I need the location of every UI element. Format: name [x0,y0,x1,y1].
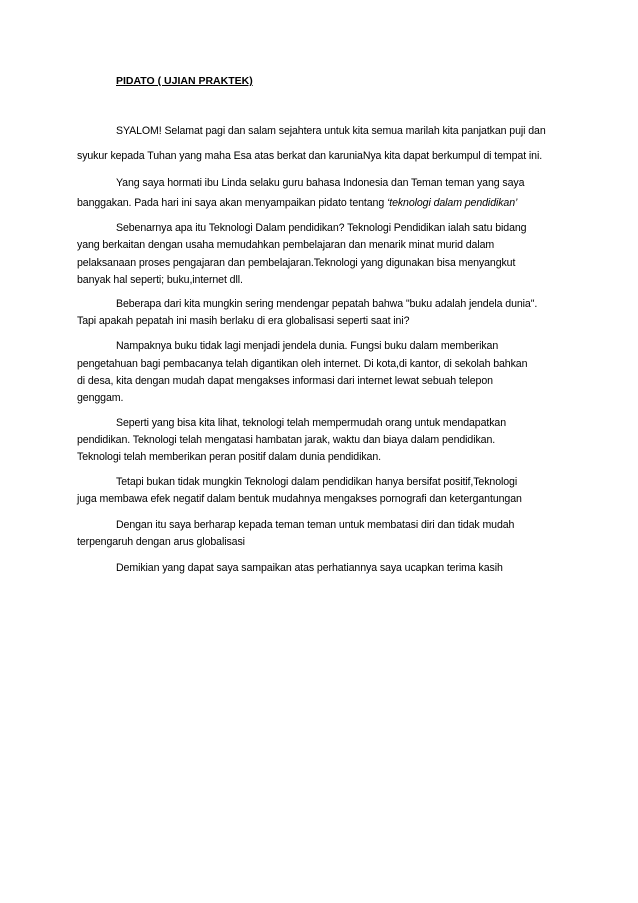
paragraph-6-line-1: Seperti yang bisa kita lihat, teknologi telah mempermudah orang untuk mendapatkan [116,417,506,429]
paragraph-1-line-2: syukur kepada Tuhan yang maha Esa atas berkat dan karuniaNya kita dapat berkumpul di tempat ini. [77,150,543,162]
paragraph-7-line-2: juga membawa efek negatif dalam bentuk mudahnya mengakses pornografi dan ketergantungan [77,493,522,505]
paragraph-8-line-1: Dengan itu saya berharap kepada teman teman untuk membatasi diri dan tidak mudah [116,519,515,531]
paragraph-8-line-2: terpengaruh dengan arus globalisasi [77,536,245,548]
paragraph-9-line-1: Demikian yang dapat saya sampaikan atas perhatiannya saya ucapkan terima kasih [116,562,503,574]
paragraph-2-line-2-text: banggakan. Pada hari ini saya akan menyampaikan pidato tentang [77,197,387,209]
paragraph-5-line-2: pengetahuan bagi pembacanya telah digantikan oleh internet. Di kota,di kantor, di sekolah bahkan [77,358,528,370]
paragraph-4-line-1: Beberapa dari kita mungkin sering mendengar pepatah bahwa "buku adalah jendela dunia". [116,298,538,310]
paragraph-3-line-3: pelaksanaan proses pengajaran dan pembelajaran.Teknologi yang digunakan bisa menyangkut [77,257,516,269]
paragraph-6-line-2: pendidikan. Teknologi telah mengatasi hambatan jarak, waktu dan biaya dalam pendidikan. [77,434,496,446]
paragraph-3-line-1: Sebenarnya apa itu Teknologi Dalam pendidikan? Teknologi Pendidikan ialah satu bidang [116,222,527,234]
paragraph-5-line-3: di desa, kita dengan mudah dapat mengakses informasi dari internet lewat sebuah telepon [77,375,493,387]
paragraph-6-line-3: Teknologi telah memberikan peran positif dalam dunia pendidikan. [77,451,381,463]
document-title: PIDATO ( UJIAN PRAKTEK) [116,75,253,87]
paragraph-2-line-1: Yang saya hormati ibu Linda selaku guru bahasa Indonesia dan Teman teman yang saya [116,177,525,189]
paragraph-2-italic-topic: ‘teknologi dalam pendidikan’ [386,197,518,209]
paragraph-3-line-2: yang berkaitan dengan usaha memudahkan pembelajaran dan menarik minat murid dalam [77,239,495,251]
paragraph-5-line-1: Nampaknya buku tidak lagi menjadi jendela dunia. Fungsi buku dalam memberikan [116,340,499,352]
paragraph-5-line-4: genggam. [77,392,124,404]
paragraph-1-line-1: SYALOM! Selamat pagi dan salam sejahtera untuk kita semua marilah kita panjatkan puji dan [116,125,546,137]
paragraph-2-line-2 [77,196,517,210]
paragraph-7-line-1: Tetapi bukan tidak mungkin Teknologi dalam pendidikan hanya bersifat positif,Teknologi [116,476,518,488]
paragraph-4-line-2: Tapi apakah pepatah ini masih berlaku di era globalisasi seperti saat ini? [77,315,410,327]
paragraph-3-line-4: banyak hal seperti; buku,internet dll. [77,274,243,286]
